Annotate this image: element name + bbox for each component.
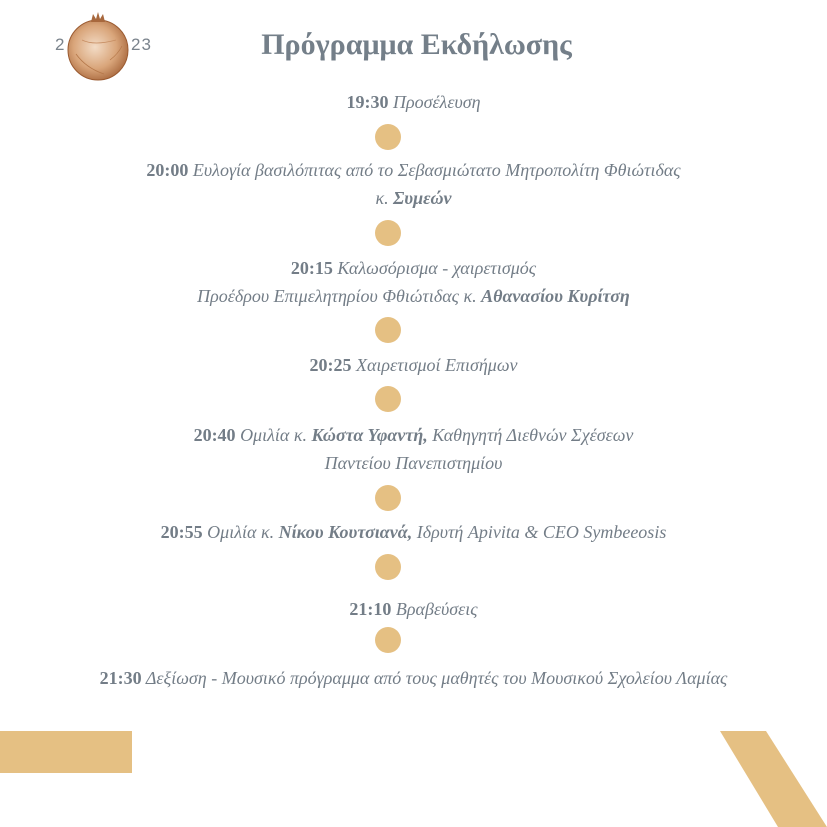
schedule-line [0, 282, 827, 310]
schedule-line [0, 156, 827, 184]
schedule-time: 20:55 [160, 522, 203, 542]
schedule-line [0, 351, 827, 379]
timeline-dot [375, 554, 401, 580]
schedule-time: 20:25 [309, 355, 352, 375]
schedule-time: 21:30 [99, 668, 142, 688]
decorative-bar-left [0, 731, 132, 773]
timeline-dot [375, 386, 401, 412]
schedule-line [0, 421, 827, 449]
schedule-time: 20:15 [290, 258, 333, 278]
schedule-time: 20:00 [146, 160, 189, 180]
schedule-text: Ομιλία κ. [202, 522, 279, 542]
timeline-dot [375, 485, 401, 511]
schedule-item [0, 595, 827, 623]
schedule-line [0, 664, 827, 692]
speaker-name: Αθανασίου Κυρίτση [481, 286, 630, 306]
schedule-item [0, 156, 827, 212]
timeline-dot [375, 627, 401, 653]
schedule-text: Ιδρυτή Apivita & CEO Symbeeosis [412, 522, 667, 542]
year-digits-right: 23 [131, 35, 152, 54]
schedule-item [0, 351, 827, 379]
timeline-dot [375, 317, 401, 343]
timeline-dot [375, 124, 401, 150]
schedule-text: Προσέλευση [388, 92, 481, 112]
schedule-text: Προέδρου Επιμελητηρίου Φθιώτιδας κ. [197, 286, 482, 306]
speaker-name: Κώστα Υφαντή, [311, 425, 428, 445]
schedule-text: Ευλογία βασιλόπιτας από το Σεβασμιώτατο Μητροπολίτη Φθιώτιδας [188, 160, 681, 180]
decorative-stripe-right [720, 731, 827, 827]
schedule-line [0, 254, 827, 282]
schedule-line [0, 184, 827, 212]
schedule-line [0, 518, 827, 546]
schedule-item [0, 664, 827, 692]
schedule-item [0, 88, 827, 116]
schedule-item [0, 254, 827, 310]
schedule-line [0, 88, 827, 116]
schedule-time: 20:40 [193, 425, 236, 445]
schedule-line [0, 595, 827, 623]
schedule-text: Καθηγητή Διεθνών Σχέσεων [427, 425, 634, 445]
schedule-line [0, 449, 827, 477]
schedule-time: 21:10 [349, 599, 392, 619]
schedule-time: 19:30 [346, 92, 389, 112]
schedule-text: Βραβεύσεις [391, 599, 478, 619]
speaker-name: Συμεών [393, 188, 452, 208]
schedule-text: Χαιρετισμοί Επισήμων [351, 355, 518, 375]
schedule-text: κ. [375, 188, 394, 208]
schedule-text: Καλωσόρισμα - χαιρετισμός [332, 258, 537, 278]
schedule-text: Ομιλία κ. [235, 425, 312, 445]
year-digit-left: 2 [55, 35, 66, 54]
schedule-item [0, 421, 827, 477]
schedule-text: Δεξίωση - Μουσικό πρόγραμμα από τους μαθητές του Μουσικού Σχολείου Λαμίας [141, 668, 728, 688]
timeline-dot [375, 220, 401, 246]
page-title: Πρόγραμμα Εκδήλωσης [261, 28, 572, 61]
schedule-text: Παντείου Πανεπιστημίου [324, 453, 503, 473]
schedule-item [0, 518, 827, 546]
speaker-name: Νίκου Κουτσιανά, [278, 522, 413, 542]
